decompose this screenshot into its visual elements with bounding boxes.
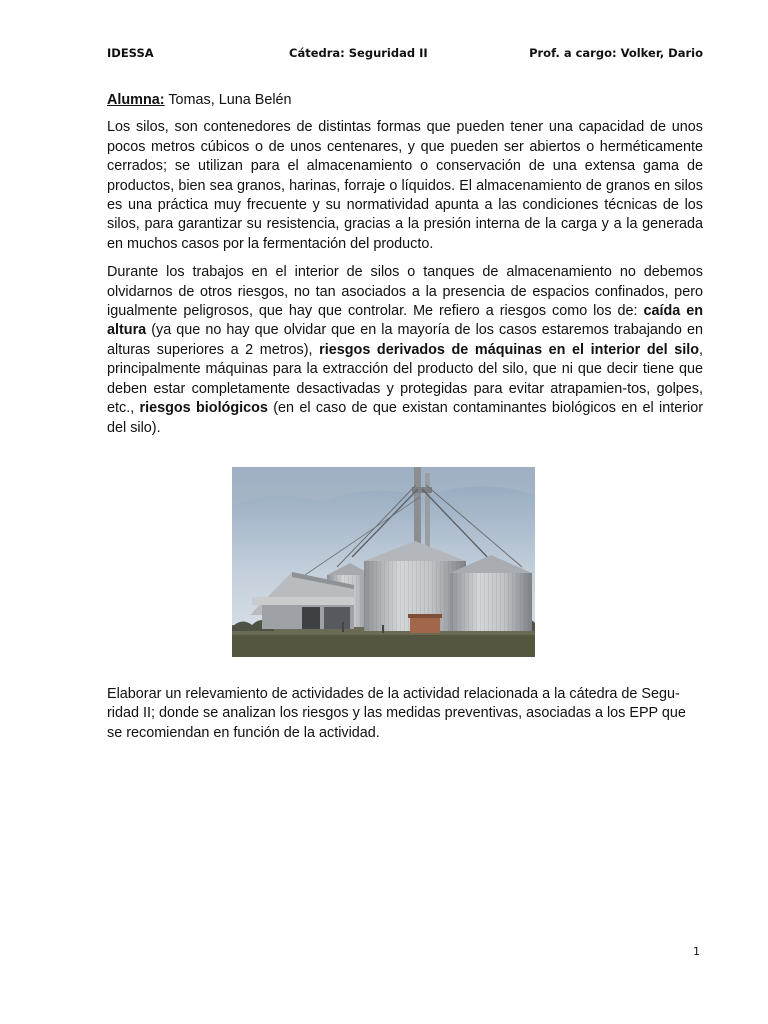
student-label: Alumna:	[107, 92, 165, 108]
student-line	[107, 91, 703, 110]
risks-text-4: (en el caso de que existan contaminantes biológicos en el interior del silo).	[107, 400, 703, 436]
student-name: Tomas, Luna Belén	[168, 92, 292, 108]
paragraph-risks	[107, 263, 703, 438]
document-body	[107, 91, 703, 447]
risks-text-2: (ya que no hay que olvidar que en la mayoría de los casos estaremos trabajando en alturas superiores a 2 metros),	[107, 322, 703, 358]
risk-machines: riesgos derivados de máquinas en el interior del silo	[319, 341, 699, 358]
risks-text-3: , principalmente máquinas para la extracción del producto del silo, que ni que decir tiene que deben estar completamente desactivadas y protegidas para evitar atrapamien-tos, golpes, etc.,	[107, 341, 703, 417]
risk-biological: riesgos biológicos	[139, 400, 268, 417]
header-institution: IDESSA	[107, 46, 154, 60]
header-professor: Prof. a cargo: Volker, Dario	[529, 46, 703, 60]
page-header	[107, 46, 703, 64]
header-course: Cátedra: Seguridad II	[289, 46, 428, 60]
risks-text-1: Durante los trabajos en el interior de silos o tanques de almacenamiento no debemos olvidarnos de otros riesgos, no tan asociados a la presencia de espacios confinados, pero igualmente peligrosos, que hay que controlar. Me refiero a riesgos como los de:	[107, 264, 703, 320]
silos-photo	[232, 467, 535, 657]
page-number: 1	[693, 945, 700, 958]
paragraph-silos-definition: Los silos, son contenedores de distintas formas que pueden tener una capacidad de unos pocos metros cúbicos o de unos centenares, y que pueden ser abiertos o herméticamente cerrados; se utilizan para el almacenamiento o conservación de una extensa gama de productos, bien sea granos, harinas, forraje o líquidos. El almacenamiento de granos en silos es una práctica muy frecuente y su normatividad apunta a las condiciones técnicas de los silos, para garantizar su resistencia, gracias a la presión interna de la carga y a la generada en muchos casos por la fermentación del producto.	[107, 119, 703, 252]
risk-fall-height: caída en altura	[107, 303, 703, 339]
paragraph-assignment: Elaborar un relevamiento de actividades de la actividad relacionada a la cátedra de Segu-ridad II; donde se analizan los riesgos y las medidas preventivas, asociadas a los EPP que se recomiendan en función de la actividad.	[107, 686, 686, 741]
